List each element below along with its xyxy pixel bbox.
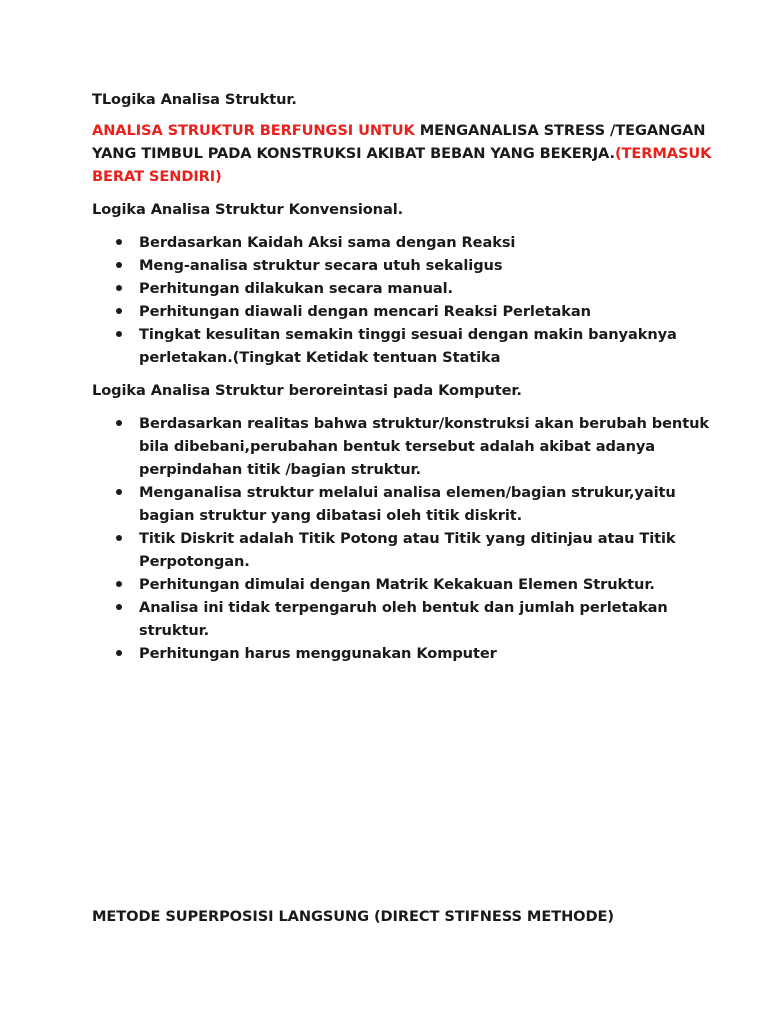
bullet-icon — [116, 489, 122, 495]
document-body — [92, 88, 712, 675]
bullet-icon — [116, 308, 122, 314]
document-title: TLogika Analisa Struktur. — [92, 91, 297, 108]
list-item-text: Berdasarkan Kaidah Aksi sama dengan Reaksi — [139, 234, 516, 251]
final-heading: METODE SUPERPOSISI LANGSUNG (DIRECT STIFNESS METHODE) — [92, 908, 614, 925]
list-item — [92, 254, 712, 277]
list-item-text: Perhitungan dimulai dengan Matrik Kekakuan Elemen Struktur. — [139, 576, 655, 593]
list-item — [92, 323, 712, 369]
intro-body-text: MENGANALISA STRESS /TEGANGAN YANG TIMBUL PADA KONSTRUKSI AKIBAT BEBAN YANG BEKERJA. — [92, 122, 706, 162]
bullet-icon — [116, 535, 122, 541]
list-item — [92, 642, 712, 665]
section-heading-konvensional: Logika Analisa Struktur Konvensional. — [92, 201, 404, 218]
list-item — [92, 527, 712, 573]
list-item — [92, 277, 712, 300]
bullet-icon — [116, 239, 122, 245]
list-item-text: Perhitungan harus menggunakan Komputer — [139, 645, 497, 662]
bullet-icon — [116, 604, 122, 610]
list-item-text: Perhitungan dilakukan secara manual. — [139, 280, 453, 297]
bullet-icon — [116, 420, 122, 426]
bullet-icon — [116, 581, 122, 587]
list-item-text: Meng-analisa struktur secara utuh sekaligus — [139, 257, 503, 274]
bullet-list-konvensional — [92, 231, 712, 369]
list-item-text: Tingkat kesulitan semakin tinggi sesuai dengan makin banyaknya perletakan.(Tingkat Ketidak tentuan Statika — [139, 326, 677, 366]
bullet-icon — [116, 262, 122, 268]
intro-emphasis-red-1: ANALISA STRUKTUR BERFUNGSI UNTUK — [92, 122, 415, 139]
list-item-text: Analisa ini tidak terpengaruh oleh bentuk dan jumlah perletakan struktur. — [139, 599, 668, 639]
list-item — [92, 412, 712, 481]
list-item — [92, 596, 712, 642]
intro-paragraph — [92, 119, 712, 188]
list-item — [92, 231, 712, 254]
list-item-text: Perhitungan diawali dengan mencari Reaksi Perletakan — [139, 303, 591, 320]
list-item — [92, 573, 712, 596]
list-item-text: Berdasarkan realitas bahwa struktur/konstruksi akan berubah bentuk bila dibebani,perubahan bentuk tersebut adalah akibat adanya perpindahan titik /bagian struktur. — [139, 415, 709, 478]
bullet-icon — [116, 285, 122, 291]
list-item-text: Menganalisa struktur melalui analisa elemen/bagian strukur,yaitu bagian struktur yang dibatasi oleh titik diskrit. — [139, 484, 676, 524]
list-item — [92, 481, 712, 527]
list-item — [92, 300, 712, 323]
list-item-text: Titik Diskrit adalah Titik Potong atau Titik yang ditinjau atau Titik Perpotongan. — [139, 530, 676, 570]
bullet-list-komputer — [92, 412, 712, 665]
bullet-icon — [116, 650, 122, 656]
intro-emphasis-red-2: (TERMASUK BERAT SENDIRI) — [92, 145, 712, 185]
bullet-icon — [116, 331, 122, 337]
section-heading-komputer: Logika Analisa Struktur beroreintasi pada Komputer. — [92, 382, 522, 399]
